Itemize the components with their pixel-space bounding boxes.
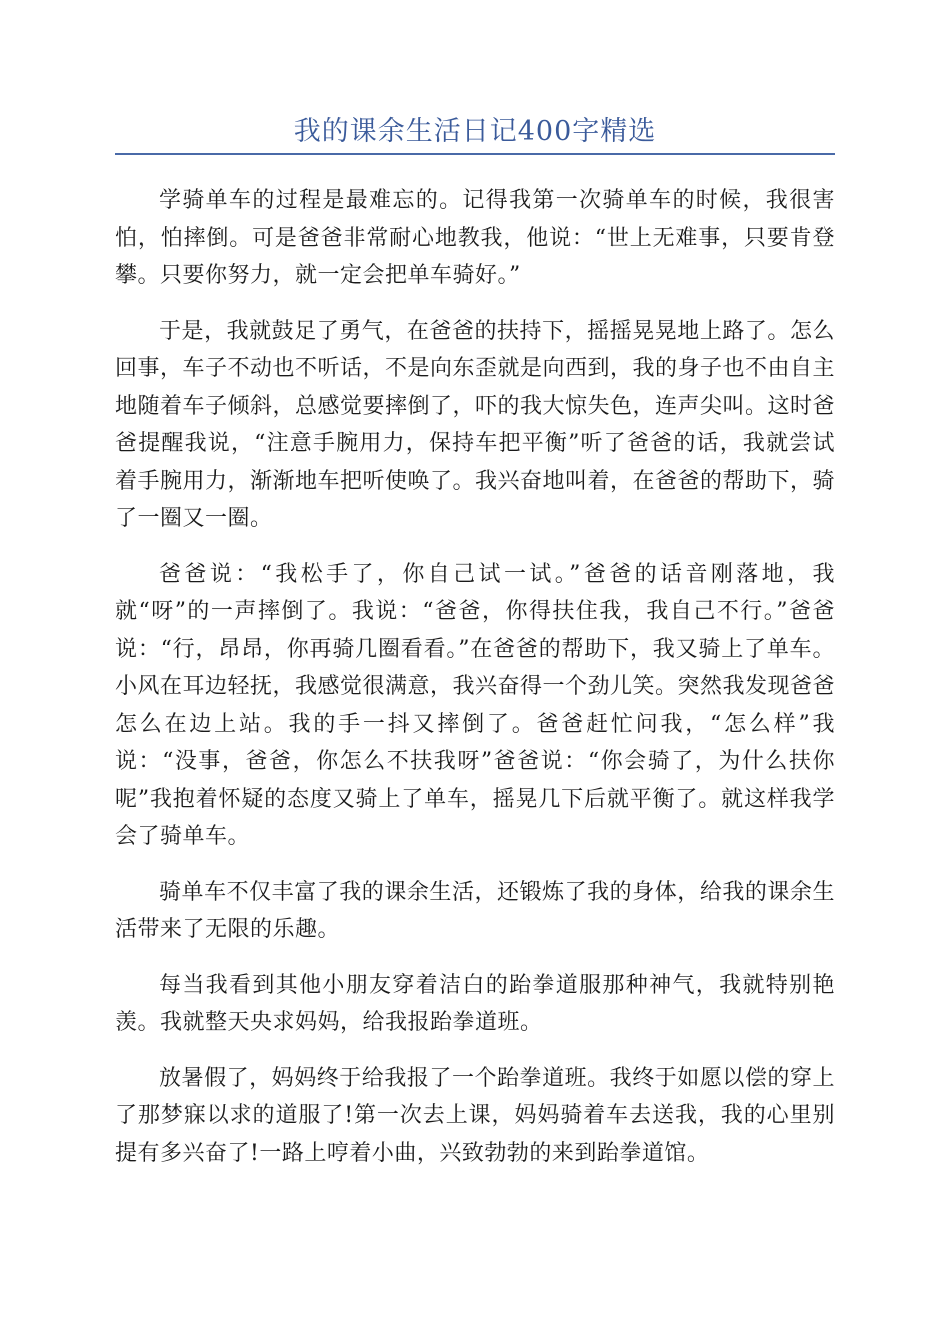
paragraph-2: 于是，我就鼓足了勇气，在爸爸的扶持下，摇摇晃晃地上路了。怎么回事，车子不动也不听话，不是向东歪就是向西到，我的身子也不由自主地随着车子倾斜，总感觉要摔倒了，吓的我大惊失色，连声尖叫。这时爸爸提醒我说，“注意手腕用力，保持车把平衡”听了爸爸的话，我就尝试着手腕用力，渐渐地车把听使唤了。我兴奋地叫着，在爸爸的帮助下，骑了一圈又一圈。	[115, 318, 836, 531]
document-body	[115, 150, 835, 1190]
paragraph-3: 爸爸说：“我松手了，你自己试一试。”爸爸的话音刚落地，我就“呀”的一声摔倒了。我说：“爸爸，你得扶住我，我自己不行。”爸爸说：“行，昂昂，你再骑几圈看看。”在爸爸的帮助下，我又骑上了单车。小风在耳边轻抚，我感觉很满意，我兴奋得一个劲儿笑。突然我发现爸爸怎么在边上站。我的手一抖又摔倒了。爸爸赶忙问我，“怎么样”我说：“没事，爸爸，你怎么不扶我呀”爸爸说：“你会骑了，为什么扶你呢”我抱着怀疑的态度又骑上了单车，摇晃几下后就平衡了。就这样我学会了骑单车。	[115, 561, 836, 849]
paragraph-6: 放暑假了，妈妈终于给我报了一个跆拳道班。我终于如愿以偿的穿上了那梦寐以求的道服了!第一次去上课，妈妈骑着车去送我，我的心里别提有多兴奋了!一路上哼着小曲，兴致勃勃的来到跆拳道馆。	[115, 1065, 835, 1166]
document-title: 我的课余生活日记400字精选	[293, 116, 657, 147]
paragraph-4: 骑单车不仅丰富了我的课余生活，还锻炼了我的身体，给我的课余生活带来了无限的乐趣。	[115, 879, 835, 942]
paragraph-5: 每当我看到其他小朋友穿着洁白的跆拳道服那种神气，我就特别艳羡。我就整天央求妈妈，给我报跆拳道班。	[115, 972, 835, 1035]
paragraph-1: 学骑单车的过程是最难忘的。记得我第一次骑单车的时候，我很害怕，怕摔倒。可是爸爸非常耐心地教我，他说：“世上无难事，只要肯登攀。只要你努力，就一定会把单车骑好。”	[115, 188, 835, 288]
